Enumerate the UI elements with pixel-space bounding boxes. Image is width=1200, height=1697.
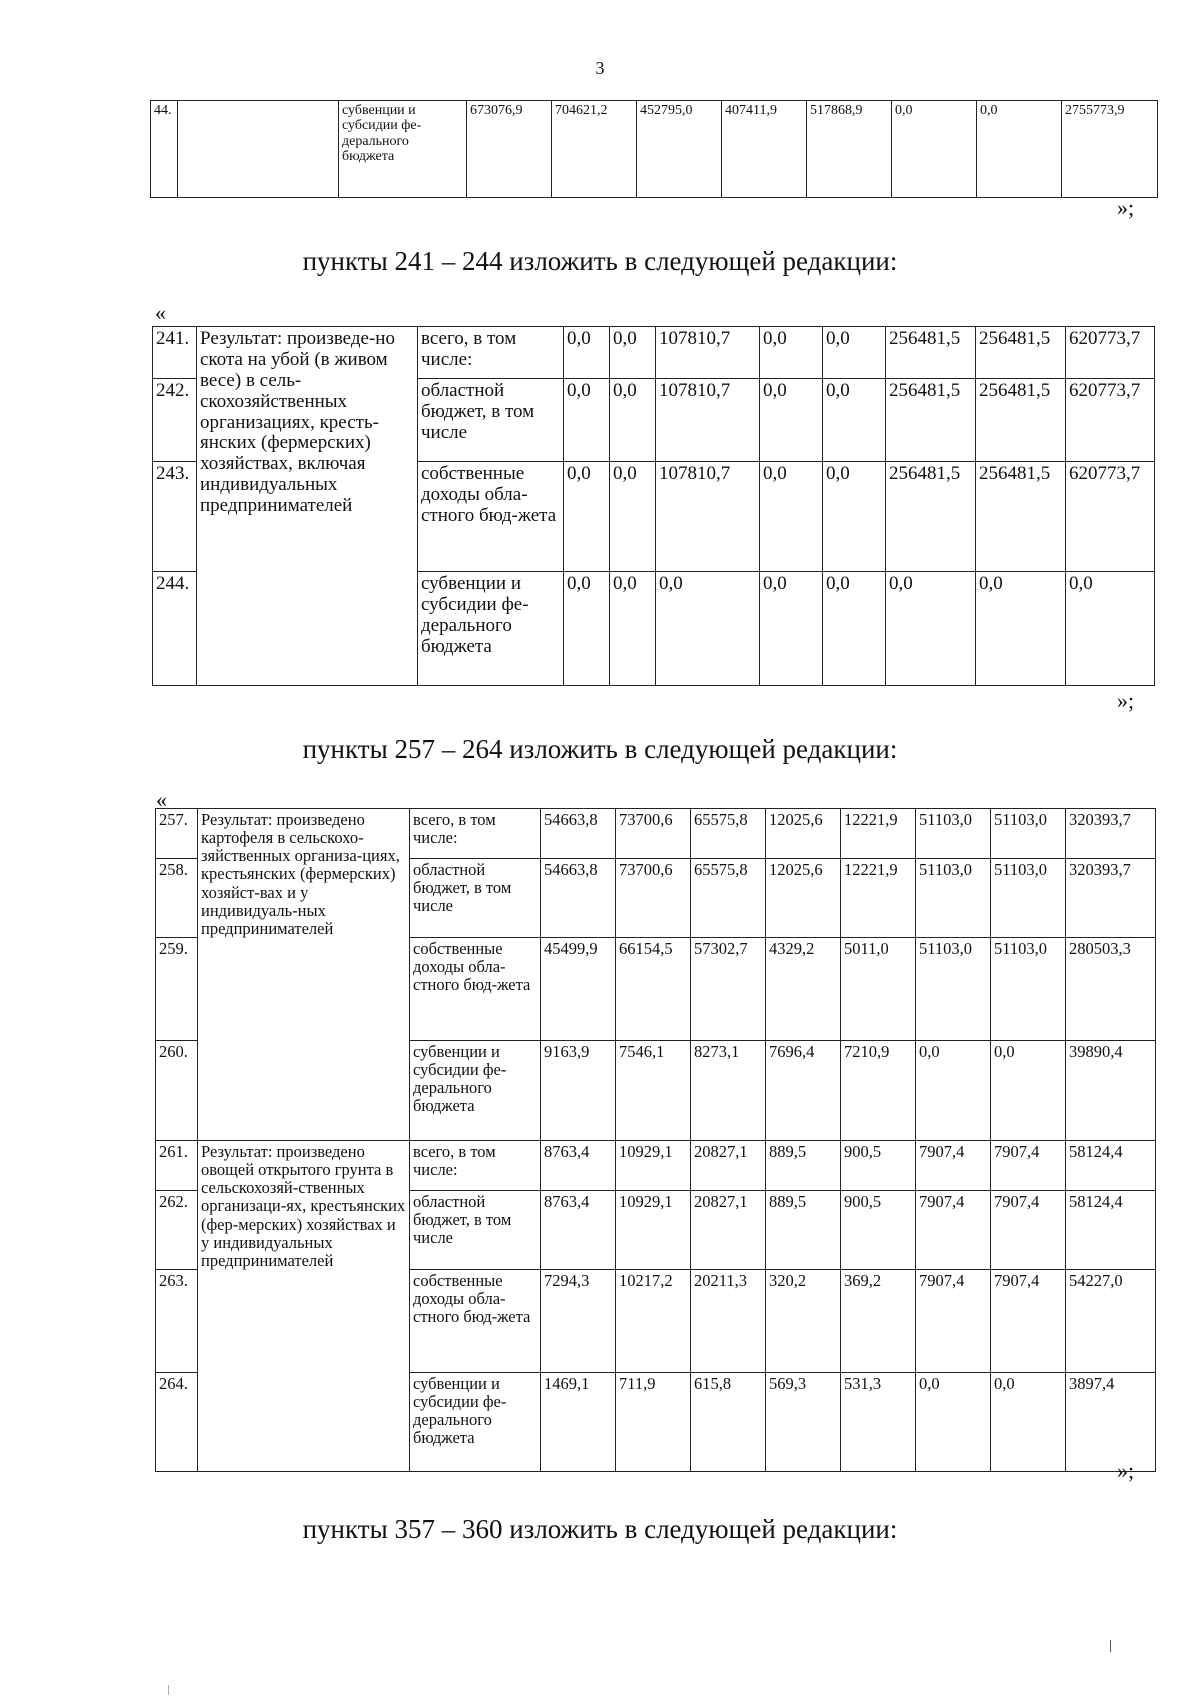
value-cell: 7546,1 [616,1041,691,1141]
value-cell: 12221,9 [841,859,916,938]
row-number: 261. [156,1141,198,1191]
value-cell: 54663,8 [541,859,616,938]
row-number: 241. [153,327,197,379]
value-cell: 256481,5 [976,327,1066,379]
value-cell: 0,0 [977,101,1062,198]
value-cell: 0,0 [564,327,610,379]
closing-quote: »; [1117,1458,1135,1483]
value-cell: 73700,6 [616,859,691,938]
result-cell: Результат: произведе-но скота на убой (в живом весе) в сель-скохозяйственных организациях, кресть-янских (фермерских) хозяйствах, включая индивидуальных предпринимателей [197,327,418,686]
value-cell: 0,0 [610,379,656,462]
value-cell: 0,0 [991,1373,1066,1472]
value-cell: 7907,4 [991,1141,1066,1191]
value-cell: 620773,7 [1066,379,1155,462]
value-cell: 0,0 [892,101,977,198]
value-cell: 0,0 [610,327,656,379]
value-cell: 256481,5 [976,379,1066,462]
instruction-text: пункты 241 – 244 изложить в следующей редакции: [302,246,898,276]
value-cell: 20211,3 [691,1270,766,1373]
value-cell: 0,0 [564,379,610,462]
value-cell: 10929,1 [616,1141,691,1191]
value-cell: 0,0 [564,462,610,572]
value-cell: 58124,4 [1066,1191,1156,1270]
page-number: 3 [595,58,605,78]
table-rows-241-244 [152,326,1155,686]
value-cell: 0,0 [976,572,1066,686]
funding-source-cell: областной бюджет, в том числе [410,1191,541,1270]
value-cell: 0,0 [991,1041,1066,1141]
value-cell: 900,5 [841,1191,916,1270]
value-cell: 0,0 [610,572,656,686]
value-cell: 4329,2 [766,938,841,1041]
value-cell: 7907,4 [916,1191,991,1270]
value-cell: 256481,5 [886,379,976,462]
funding-source-cell: собственные доходы обла-стного бюд-жета [418,462,564,572]
value-cell: 704621,2 [552,101,637,198]
row-number: 44. [151,101,178,198]
funding-source-cell: субвенции и субсидии фе-дерального бюджета [418,572,564,686]
value-cell: 0,0 [760,572,823,686]
value-cell: 0,0 [760,327,823,379]
value-cell: 0,0 [823,379,886,462]
value-cell: 517868,9 [807,101,892,198]
value-cell: 889,5 [766,1141,841,1191]
table-rows-257-264 [155,808,1156,1472]
opening-quote: « [155,300,166,325]
row-number: 258. [156,859,198,938]
value-cell: 7696,4 [766,1041,841,1141]
instruction-text: пункты 257 – 264 изложить в следующей редакции: [302,734,898,764]
value-cell: 12025,6 [766,809,841,859]
funding-source-cell: всего, в том числе: [410,1141,541,1191]
value-cell: 12221,9 [841,809,916,859]
value-cell: 8763,4 [541,1191,616,1270]
value-cell: 320,2 [766,1270,841,1373]
value-cell: 0,0 [1066,572,1155,686]
funding-source-cell: собственные доходы обла-стного бюд-жета [410,1270,541,1373]
value-cell: 407411,9 [722,101,807,198]
value-cell: 569,3 [766,1373,841,1472]
table-row-44 [150,100,1158,198]
closing-quote: »; [1117,195,1135,220]
value-cell: 0,0 [564,572,610,686]
value-cell: 673076,9 [467,101,552,198]
value-cell: 256481,5 [886,327,976,379]
row-number: 244. [153,572,197,686]
table-row [151,101,1158,198]
value-cell: 7907,4 [916,1141,991,1191]
result-cell [178,101,339,198]
value-cell: 65575,8 [691,859,766,938]
value-cell: 531,3 [841,1373,916,1472]
value-cell: 7210,9 [841,1041,916,1141]
value-cell: 5011,0 [841,938,916,1041]
value-cell: 0,0 [823,327,886,379]
value-cell: 8763,4 [541,1141,616,1191]
funding-source-cell: всего, в том числе: [418,327,564,379]
value-cell: 73700,6 [616,809,691,859]
value-cell: 7294,3 [541,1270,616,1373]
value-cell: 0,0 [760,379,823,462]
value-cell: 51103,0 [991,938,1066,1041]
value-cell: 2755773,9 [1062,101,1158,198]
value-cell: 8273,1 [691,1041,766,1141]
value-cell: 0,0 [823,572,886,686]
value-cell: 10217,2 [616,1270,691,1373]
value-cell: 0,0 [886,572,976,686]
value-cell: 320393,7 [1066,809,1156,859]
value-cell: 0,0 [610,462,656,572]
value-cell: 7907,4 [916,1270,991,1373]
value-cell: 889,5 [766,1191,841,1270]
funding-source-cell: областной бюджет, в том числе [410,859,541,938]
value-cell: 452795,0 [637,101,722,198]
opening-quote: « [156,787,167,812]
row-number: 264. [156,1373,198,1472]
funding-source-cell: субвенции и субсидии фе-дерального бюджета [410,1041,541,1141]
value-cell: 0,0 [916,1041,991,1141]
value-cell: 107810,7 [656,462,760,572]
value-cell: 320393,7 [1066,859,1156,938]
value-cell: 711,9 [616,1373,691,1472]
value-cell: 57302,7 [691,938,766,1041]
value-cell: 54227,0 [1066,1270,1156,1373]
table-row [153,327,1155,379]
row-number: 242. [153,379,197,462]
value-cell: 51103,0 [916,859,991,938]
value-cell: 0,0 [656,572,760,686]
value-cell: 256481,5 [886,462,976,572]
closing-quote: »; [1117,688,1135,713]
row-number: 243. [153,462,197,572]
value-cell: 256481,5 [976,462,1066,572]
value-cell: 1469,1 [541,1373,616,1472]
result-cell: Результат: произведено картофеля в сельскохо-зяйственных организа-циях, крестьянских (фермерских) хозяйст-вах и у индивидуаль-ных предпринимателей [198,809,410,1141]
value-cell: 9163,9 [541,1041,616,1141]
value-cell: 0,0 [760,462,823,572]
value-cell: 45499,9 [541,938,616,1041]
value-cell: 107810,7 [656,379,760,462]
value-cell: 65575,8 [691,809,766,859]
value-cell: 66154,5 [616,938,691,1041]
value-cell: 20827,1 [691,1191,766,1270]
value-cell: 900,5 [841,1141,916,1191]
value-cell: 51103,0 [991,859,1066,938]
value-cell: 7907,4 [991,1270,1066,1373]
value-cell: 3897,4 [1066,1373,1156,1472]
result-cell: Результат: произведено овощей открытого грунта в сельскохозяй-ственных организаци-ях, крестьянских (фер-мерских) хозяйствах и у индивидуальных предпринимателей [198,1141,410,1472]
funding-source-cell: субвенции и субсидии фе-дерального бюджета [339,101,467,198]
value-cell: 0,0 [823,462,886,572]
value-cell: 107810,7 [656,327,760,379]
value-cell: 0,0 [916,1373,991,1472]
value-cell: 615,8 [691,1373,766,1472]
value-cell: 620773,7 [1066,462,1155,572]
scan-mark [168,1685,169,1695]
value-cell: 51103,0 [916,809,991,859]
instruction-text: пункты 357 – 360 изложить в следующей редакции: [302,1514,898,1544]
row-number: 263. [156,1270,198,1373]
value-cell: 39890,4 [1066,1041,1156,1141]
row-number: 260. [156,1041,198,1141]
funding-source-cell: собственные доходы обла-стного бюд-жета [410,938,541,1041]
value-cell: 280503,3 [1066,938,1156,1041]
value-cell: 54663,8 [541,809,616,859]
value-cell: 51103,0 [916,938,991,1041]
value-cell: 58124,4 [1066,1141,1156,1191]
row-number: 262. [156,1191,198,1270]
value-cell: 10929,1 [616,1191,691,1270]
value-cell: 51103,0 [991,809,1066,859]
value-cell: 620773,7 [1066,327,1155,379]
funding-source-cell: областной бюджет, в том числе [418,379,564,462]
funding-source-cell: субвенции и субсидии фе-дерального бюджета [410,1373,541,1472]
value-cell: 369,2 [841,1270,916,1373]
value-cell: 20827,1 [691,1141,766,1191]
table-row [156,809,1156,859]
value-cell: 12025,6 [766,859,841,938]
row-number: 259. [156,938,198,1041]
scan-mark [1110,1640,1111,1652]
funding-source-cell: всего, в том числе: [410,809,541,859]
row-number: 257. [156,809,198,859]
value-cell: 7907,4 [991,1191,1066,1270]
table-row [156,1141,1156,1191]
